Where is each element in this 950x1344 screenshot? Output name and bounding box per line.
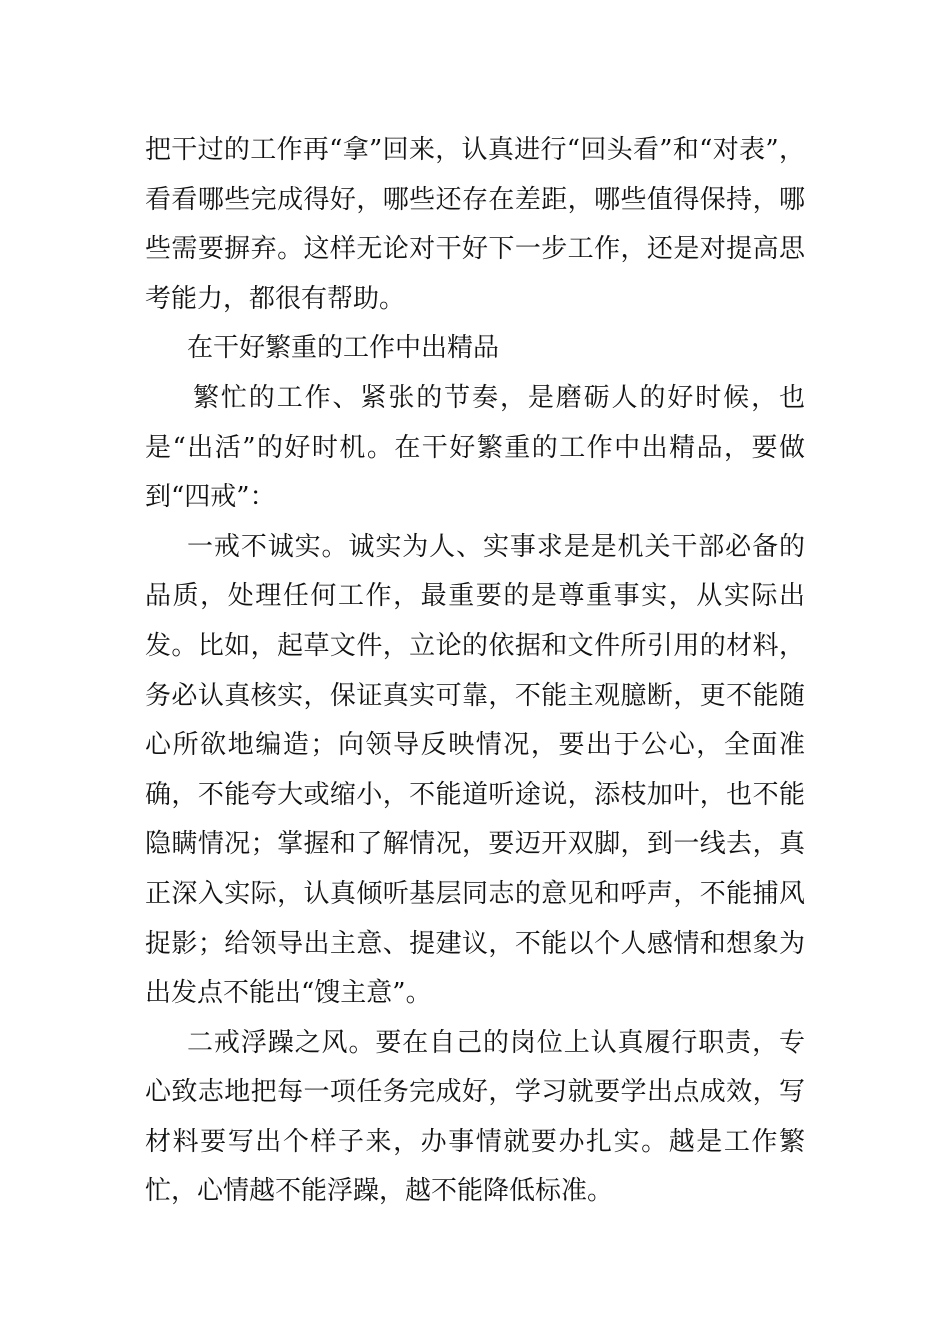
paragraph-first-rule: 一戒不诚实。诚实为人、实事求是是机关干部必备的品质，处理任何工作，最重要的是尊重事实，从实际出发。比如，起草文件，立论的依据和文件所引用的材料，务必认真核实，保证真实可靠，不能主观臆断，更不能随心所欲地编造；向领导反映情况，要出于公心，全面准确，不能夸大或缩小，不能道听途说，添枝加叶，也不能隐瞒情况；掌握和了解情况，要迈开双脚，到一线去，真正深入实际，认真倾听基层同志的意见和呼声，不能捕风捉影；给领导出主意、提建议，不能以个人感情和想象为出发点不能出“馊主意”。 [145,531,805,1009]
section-heading: 在干好繁重的工作中出精品 [187,333,500,364]
paragraph-intro: 繁忙的工作、紧张的节奏，是磨砺人的好时候，也是“出活”的好时机。在干好繁重的工作中出精品，要做到“四戒”： [145,382,805,513]
paragraph-continuation: 把干过的工作再“拿”回来，认真进行“回头看”和“对表”，看看哪些完成得好，哪些还存在差距，哪些值得保持，哪些需要摒弃。这样无论对干好下一步工作，还是对提高思考能力，都很有帮助。 [145,135,805,314]
paragraph-second-rule: 二戒浮躁之风。要在自己的岗位上认真履行职责，专心致志地把每一项任务完成好，学习就要学出点成效，写材料要写出个样子来，办事情就要办扎实。越是工作繁忙，心情越不能浮躁，越不能降低标准。 [145,1027,805,1207]
document-body [145,126,805,1217]
